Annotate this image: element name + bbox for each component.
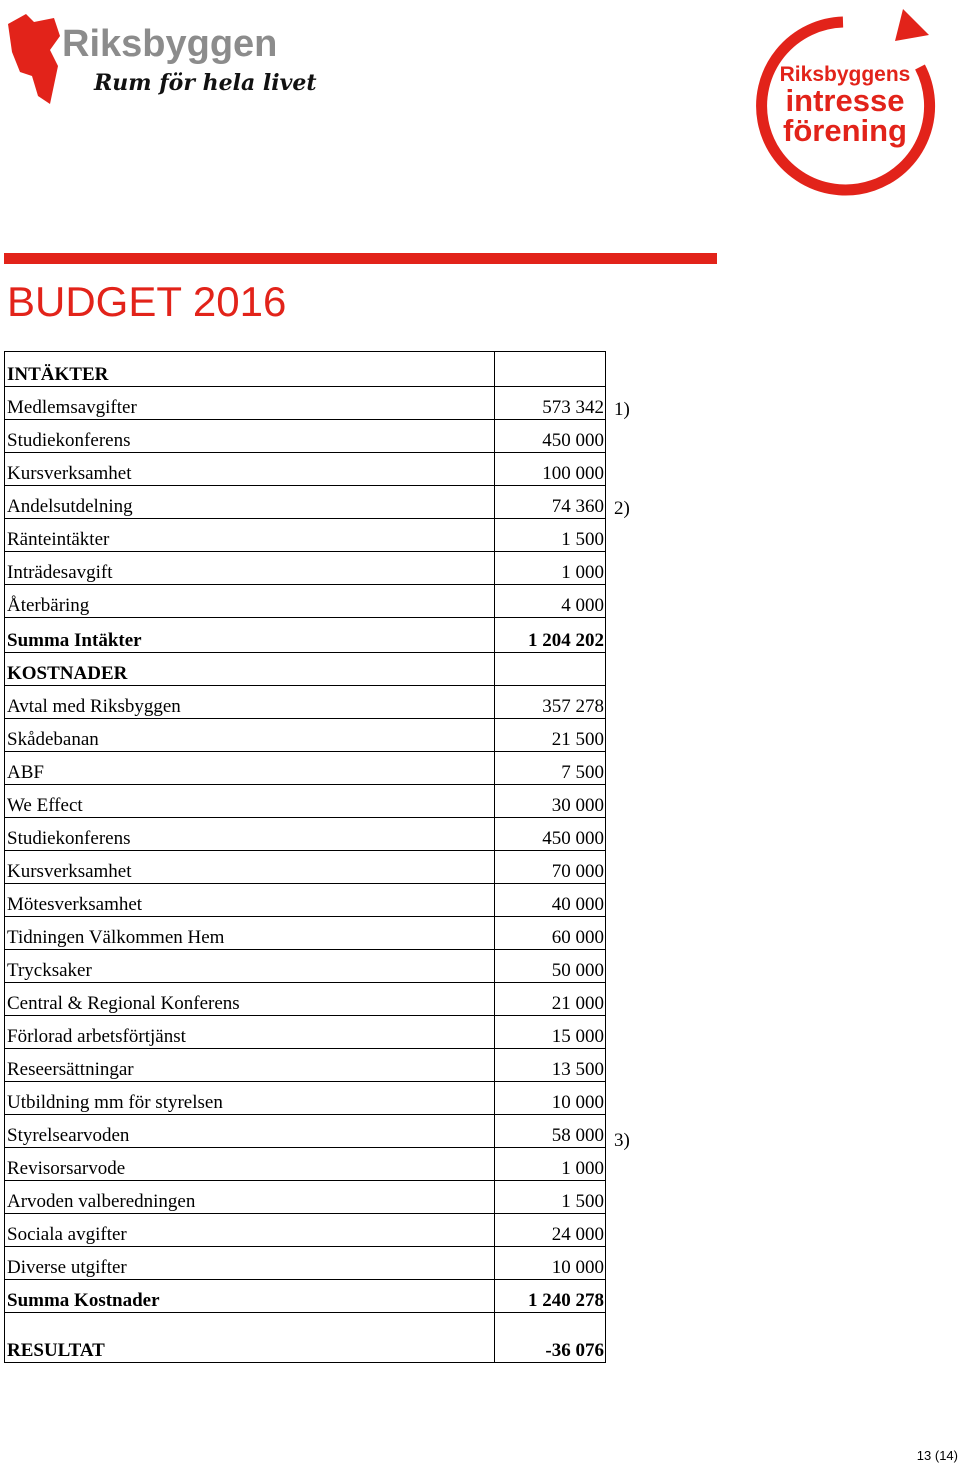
- row-label: ABF: [5, 752, 495, 785]
- row-label: Studiekonferens: [5, 420, 495, 453]
- riksbyggen-logo-name: Riksbyggen: [62, 23, 278, 65]
- table-row: [5, 387, 606, 420]
- cost-heading-row: [5, 653, 606, 686]
- table-row: [5, 453, 606, 486]
- row-label: Kursverksamhet: [5, 453, 495, 486]
- row-label: Diverse utgifter: [5, 1247, 495, 1280]
- row-amount: 21 500: [495, 719, 606, 752]
- riksbyggen-emblem-icon: [8, 14, 60, 104]
- row-label: Sociala avgifter: [5, 1214, 495, 1247]
- table-row: [5, 420, 606, 453]
- result-label: RESULTAT: [5, 1313, 495, 1363]
- row-amount: 15 000: [495, 1016, 606, 1049]
- table-row: [5, 917, 606, 950]
- table-row: [5, 1115, 606, 1148]
- table-row: [5, 1247, 606, 1280]
- row-amount: 21 000: [495, 983, 606, 1016]
- result-row: [5, 1313, 606, 1363]
- result-amount: -36 076: [495, 1313, 606, 1363]
- row-amount: 10 000: [495, 1082, 606, 1115]
- cost-heading: KOSTNADER: [5, 653, 495, 686]
- table-row: [5, 752, 606, 785]
- row-label: Trycksaker: [5, 950, 495, 983]
- row-label: Ränteintäkter: [5, 519, 495, 552]
- cost-total-row: [5, 1280, 606, 1313]
- row-amount: 1 000: [495, 552, 606, 585]
- table-row: [5, 1148, 606, 1181]
- row-label: Andelsutdelning: [5, 486, 495, 519]
- footnote-marker: 3): [614, 1130, 630, 1151]
- row-label: Återbäring: [5, 585, 495, 618]
- footnote-marker: 1): [614, 399, 630, 420]
- intresseforening-logo: [755, 5, 935, 193]
- table-row: [5, 1049, 606, 1082]
- row-label: Central & Regional Konferens: [5, 983, 495, 1016]
- table-row: [5, 785, 606, 818]
- income-total-amount: 1 204 202: [495, 618, 606, 653]
- row-label: Tidningen Välkommen Hem: [5, 917, 495, 950]
- row-label: Medlemsavgifter: [5, 387, 495, 420]
- table-row: [5, 983, 606, 1016]
- table-row: [5, 950, 606, 983]
- row-amount: 1 500: [495, 519, 606, 552]
- table-row: [5, 519, 606, 552]
- row-amount: 10 000: [495, 1247, 606, 1280]
- table-row: [5, 884, 606, 917]
- row-label: Styrelsearvoden: [5, 1115, 495, 1148]
- income-total-label: Summa Intäkter: [5, 618, 495, 653]
- table-row: [5, 1214, 606, 1247]
- row-label: Förlorad arbetsförtjänst: [5, 1016, 495, 1049]
- cost-total-label: Summa Kostnader: [5, 1280, 495, 1313]
- row-label: Avtal med Riksbyggen: [5, 686, 495, 719]
- partner-logo-line3: förening: [783, 113, 907, 148]
- row-amount: 60 000: [495, 917, 606, 950]
- row-amount: 74 360: [495, 486, 606, 519]
- riksbyggen-logo-tagline: Rum för hela livet: [94, 70, 317, 96]
- footnote-marker: 2): [614, 498, 630, 519]
- row-amount: 70 000: [495, 851, 606, 884]
- row-amount: 24 000: [495, 1214, 606, 1247]
- row-amount: 4 000: [495, 585, 606, 618]
- table-row: [5, 552, 606, 585]
- row-label: Kursverksamhet: [5, 851, 495, 884]
- riksbyggen-logo: [4, 6, 317, 106]
- partner-logo-line1: Riksbyggens: [779, 63, 911, 86]
- table-row: [5, 818, 606, 851]
- row-amount: 50 000: [495, 950, 606, 983]
- table-row: [5, 486, 606, 519]
- income-heading-row: [5, 352, 606, 387]
- row-label: Reseersättningar: [5, 1049, 495, 1082]
- cost-total-amount: 1 240 278: [495, 1280, 606, 1313]
- row-label: Mötesverksamhet: [5, 884, 495, 917]
- row-label: We Effect: [5, 785, 495, 818]
- partner-logo-line2: intresse: [785, 83, 905, 118]
- row-amount: 357 278: [495, 686, 606, 719]
- row-label: Studiekonferens: [5, 818, 495, 851]
- income-total-row: [5, 618, 606, 653]
- table-row: [5, 851, 606, 884]
- table-row: [5, 1181, 606, 1214]
- row-amount: 7 500: [495, 752, 606, 785]
- row-amount: 573 342: [495, 387, 606, 420]
- header-divider: [4, 253, 717, 264]
- page-number: 13 (14): [916, 1448, 958, 1463]
- row-label: Skådebanan: [5, 719, 495, 752]
- row-label: Revisorsarvode: [5, 1148, 495, 1181]
- row-amount: 40 000: [495, 884, 606, 917]
- row-amount: 450 000: [495, 818, 606, 851]
- row-amount: 1 000: [495, 1148, 606, 1181]
- table-row: [5, 1082, 606, 1115]
- row-label: Inträdesavgift: [5, 552, 495, 585]
- table-row: [5, 585, 606, 618]
- row-label: Utbildning mm för styrelsen: [5, 1082, 495, 1115]
- row-amount: 450 000: [495, 420, 606, 453]
- row-amount: 13 500: [495, 1049, 606, 1082]
- income-heading: INTÄKTER: [5, 352, 495, 387]
- row-amount: 100 000: [495, 453, 606, 486]
- table-row: [5, 686, 606, 719]
- row-amount: 1 500: [495, 1181, 606, 1214]
- row-label: Arvoden valberedningen: [5, 1181, 495, 1214]
- page-title: BUDGET 2016: [7, 278, 287, 325]
- budget-table: [4, 351, 606, 1363]
- row-amount: 58 000: [495, 1115, 606, 1148]
- table-row: [5, 719, 606, 752]
- table-row: [5, 1016, 606, 1049]
- row-amount: 30 000: [495, 785, 606, 818]
